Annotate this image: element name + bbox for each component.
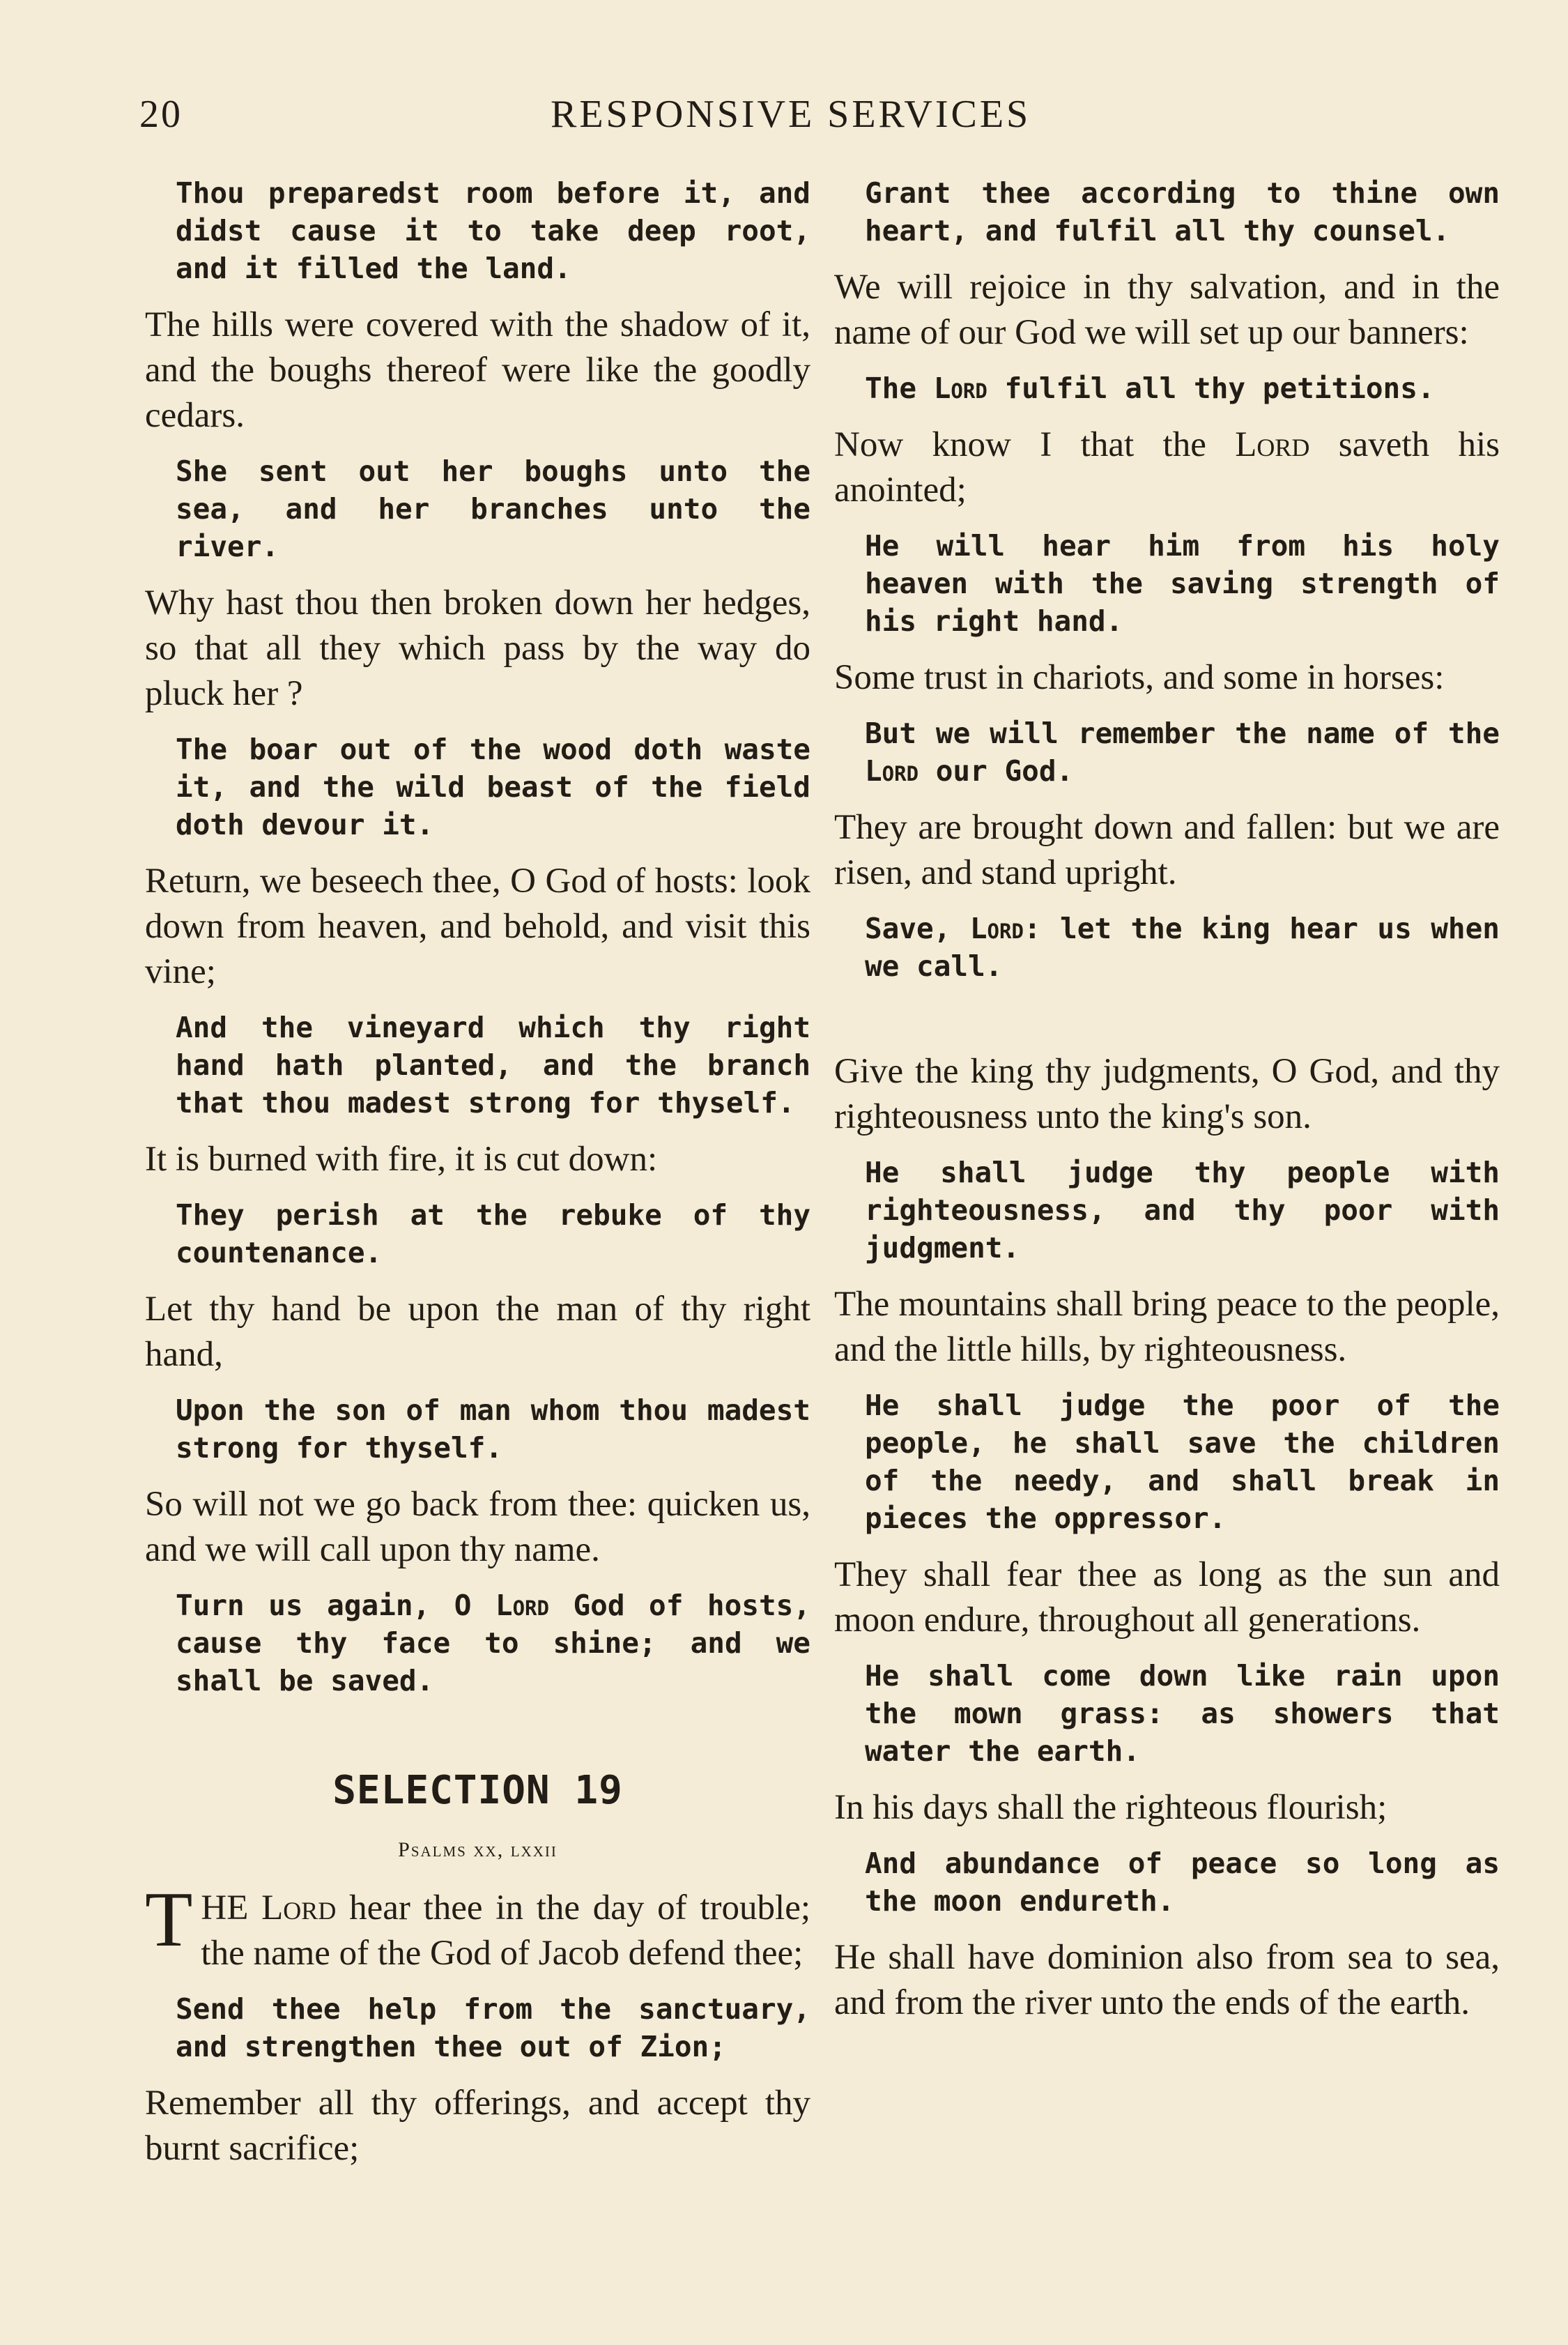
lord-small-caps: Lord [969, 912, 1024, 945]
leader-verse: They are brought down and fallen: but we are risen, and stand upright. [834, 808, 1500, 892]
leader-verse: Return, we beseech thee, O God of hosts: look down from heaven, and behold, and visit this vine; [145, 862, 810, 991]
section-gap [834, 1000, 1500, 1049]
lord-small-caps: Lord [495, 1589, 549, 1622]
leader-verse: Give the king thy judgments, O God, and thy righteousness unto the king's son. [834, 1052, 1500, 1136]
response-verse: He shall judge the poor of the people, he shall save the children of the needy, and shall break in pieces the oppressor. [865, 1389, 1500, 1535]
leader-verse: Some trust in chariots, and some in horses: [834, 658, 1445, 697]
response-verse: He shall judge thy people with righteousness, and thy poor with judgment. [865, 1156, 1500, 1265]
response-verse: Send thee help from the sanctuary, and strengthen thee out of Zion; [176, 1992, 810, 2063]
response-verse: The Lord fulfil all thy petitions. [865, 372, 1435, 405]
response-verse: The boar out of the wood doth waste it, and the wild beast of the field doth devour it. [176, 733, 810, 841]
leader-verse: We will rejoice in thy salvation, and in the name of our God we will set up our banners: [834, 268, 1500, 352]
leader-verse: Remember all thy offerings, and accept thy burnt sacrifice; [145, 2084, 810, 2168]
running-title: RESPONSIVE SERVICES [551, 93, 1031, 136]
response-verse: Thou preparedst room before it, and didst cause it to take deep root, and it filled the land. [176, 176, 810, 285]
lord-small-caps: Lord [261, 1888, 337, 1927]
lord-small-caps: Lord [1235, 425, 1310, 464]
response-verse: And the vineyard which thy right hand hath planted, and the branch that thou madest strong for thyself. [176, 1011, 810, 1120]
leader-verse: Let thy hand be upon the man of thy right hand, [145, 1290, 810, 1374]
response-verse: But we will remember the name of the Lord our God. [865, 717, 1500, 788]
response-verse: And abundance of peace so long as the moon endureth. [865, 1847, 1500, 1918]
psalm-reference: Psalms xx, lxxii [398, 1838, 558, 1861]
response-verse: Turn us again, O Lord God of hosts, cause thy face to shine; and we shall be saved. [176, 1589, 810, 1697]
response-verse: Save, Lord: let the king hear us when we call. [865, 912, 1500, 983]
leader-verse: It is burned with fire, it is cut down: [145, 1140, 658, 1179]
leader-verse: The mountains shall bring peace to the people, and the little hills, by righteousness. [834, 1285, 1500, 1369]
lord-small-caps: Lord [865, 754, 919, 788]
response-verse: She sent out her boughs unto the sea, and her branches unto the river. [176, 455, 810, 563]
selection-heading: SELECTION 19 [332, 1768, 623, 1813]
leader-verse: He shall have dominion also from sea to sea, and from the river unto the ends of the earth. [834, 1938, 1500, 2022]
leader-verse: So will not we go back from thee: quicken us, and we will call upon thy name. [145, 1485, 810, 1569]
leader-verse: They shall fear thee as long as the sun and moon endure, throughout all generations. [834, 1555, 1500, 1640]
leader-verse: The hills were covered with the shadow of it, and the boughs thereof were like the goodly cedars. [145, 305, 810, 435]
response-verse: He shall come down like rain upon the mown grass: as showers that water the earth. [865, 1659, 1500, 1768]
lord-small-caps: Lord [933, 372, 987, 405]
leader-verse-opening: THE Lord hear thee in the day of trouble; the name of the God of Jacob defend thee; [145, 1877, 810, 1973]
response-verse: Upon the son of man whom thou madest strong for thyself. [176, 1393, 810, 1465]
response-verse: He will hear him from his holy heaven with the saving strength of his right hand. [865, 529, 1500, 638]
right-column [834, 174, 1500, 2040]
drop-cap: T [145, 1877, 193, 1963]
leader-verse: In his days shall the righteous flourish; [834, 1788, 1388, 1827]
response-verse: Grant thee according to thine own heart, and fulfil all thy counsel. [865, 176, 1500, 247]
leader-verse: Why hast thou then broken down her hedges, so that all they which pass by the way do pluck her ? [145, 583, 810, 713]
left-column [145, 174, 810, 2185]
leader-verse: Now know I that the Lord saveth his anointed; [834, 425, 1500, 510]
response-verse: They perish at the rebuke of thy countenance. [176, 1198, 810, 1269]
page-number: 20 [139, 93, 183, 136]
page-header [139, 92, 1436, 141]
